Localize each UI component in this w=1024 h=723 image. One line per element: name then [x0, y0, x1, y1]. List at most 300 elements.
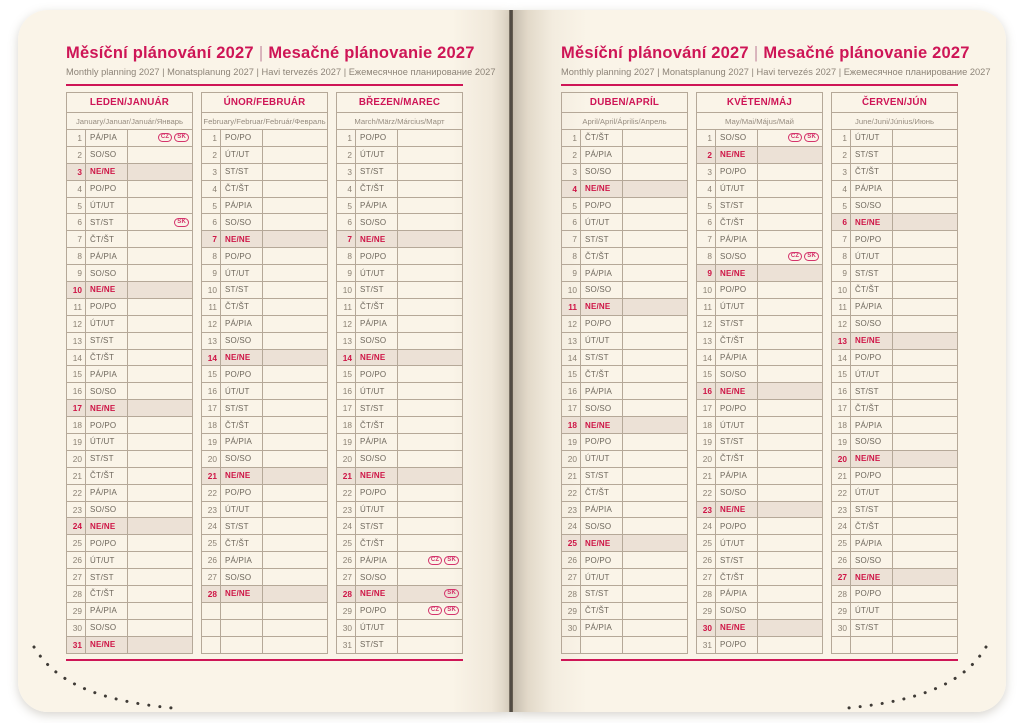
day-row	[337, 349, 462, 366]
page-subtitle: Monthly planning 2027 | Monatsplanung 2027 | Havi tervezés 2027 | Ежемесячное планирование 2027	[561, 67, 991, 77]
day-row	[202, 163, 327, 180]
day-number: 25	[697, 535, 716, 551]
notes-cell	[623, 282, 687, 298]
weekday-label: SO/SO	[221, 333, 263, 349]
day-number: 1	[202, 130, 221, 146]
day-number: 19	[337, 434, 356, 450]
blank-day-row	[202, 619, 327, 636]
notes-cell	[128, 417, 192, 433]
weekday-label: NE/NE	[716, 147, 758, 163]
day-number: 4	[202, 181, 221, 197]
day-row	[697, 602, 822, 619]
weekday-label: ÚT/UT	[851, 130, 893, 146]
day-row	[832, 298, 957, 315]
day-number: 14	[697, 350, 716, 366]
day-number: 12	[697, 316, 716, 332]
weekday-label: ÚT/UT	[716, 181, 758, 197]
day-number: 7	[697, 231, 716, 247]
day-number: 11	[337, 299, 356, 315]
notes-cell	[128, 265, 192, 281]
holiday-badge-sk: SK	[804, 252, 819, 261]
weekday-label: ST/ST	[356, 637, 398, 653]
day-row	[337, 315, 462, 332]
day-row	[562, 467, 687, 484]
day-number: 15	[337, 366, 356, 382]
day-row	[337, 585, 462, 602]
day-row	[67, 602, 192, 619]
holiday-badge-sk: SK	[444, 556, 459, 565]
notes-cell	[893, 350, 957, 366]
weekday-label: PÁ/PIA	[716, 231, 758, 247]
day-number: 16	[202, 383, 221, 399]
day-row	[697, 180, 822, 197]
notes-cell	[128, 366, 192, 382]
notes-cell	[623, 637, 687, 653]
weekday-label: ČT/ŠT	[356, 299, 398, 315]
notes-cell	[128, 147, 192, 163]
day-row	[202, 213, 327, 230]
day-row	[202, 180, 327, 197]
holiday-badge-sk: SK	[174, 218, 189, 227]
weekday-label: ČT/ŠT	[581, 485, 623, 501]
day-number: 3	[562, 164, 581, 180]
day-number: 19	[202, 434, 221, 450]
month-header: BŘEZEN/MAREC	[358, 97, 441, 108]
notes-cell	[623, 248, 687, 264]
day-row	[337, 484, 462, 501]
notes-cell	[623, 417, 687, 433]
day-row	[562, 534, 687, 551]
day-row	[562, 146, 687, 163]
weekday-label: ÚT/UT	[581, 214, 623, 230]
day-row	[67, 332, 192, 349]
notes-cell	[128, 164, 192, 180]
day-row	[562, 197, 687, 214]
day-row	[562, 315, 687, 332]
weekday-label: PO/PO	[851, 231, 893, 247]
day-row	[337, 568, 462, 585]
day-row	[697, 349, 822, 366]
day-number: 17	[337, 400, 356, 416]
day-row	[832, 399, 957, 416]
day-number: 5	[832, 198, 851, 214]
day-row	[562, 517, 687, 534]
day-number: 1	[67, 130, 86, 146]
day-row	[67, 399, 192, 416]
day-number: 26	[67, 552, 86, 568]
weekday-label: ÚT/UT	[581, 333, 623, 349]
weekday-label: NE/NE	[851, 451, 893, 467]
day-row	[562, 365, 687, 382]
weekday-label: ÚT/UT	[356, 620, 398, 636]
weekday-label: SO/SO	[356, 333, 398, 349]
notes-cell	[128, 400, 192, 416]
holiday-badge-cz: CZ	[428, 606, 442, 615]
day-row	[562, 433, 687, 450]
day-number: 6	[697, 214, 716, 230]
notes-cell	[893, 535, 957, 551]
day-row	[832, 568, 957, 585]
day-number: 25	[337, 535, 356, 551]
notes-cell	[398, 535, 462, 551]
notes-cell	[128, 586, 192, 602]
day-row	[562, 619, 687, 636]
day-number: 29	[337, 603, 356, 619]
day-number: 27	[832, 569, 851, 585]
day-number: 27	[562, 569, 581, 585]
day-row	[202, 247, 327, 264]
notes-cell	[758, 603, 822, 619]
page-title	[561, 44, 970, 63]
day-number: 14	[832, 350, 851, 366]
weekday-label: ST/ST	[851, 620, 893, 636]
notes-cell	[398, 637, 462, 653]
weekday-label: ST/ST	[716, 552, 758, 568]
top-rule	[66, 84, 463, 86]
month-subheader: May/Mai/Május/Май	[697, 112, 822, 129]
day-number: 27	[202, 569, 221, 585]
weekday-label: PO/PO	[86, 181, 128, 197]
day-number: 1	[697, 130, 716, 146]
day-row	[832, 163, 957, 180]
day-row	[67, 551, 192, 568]
day-number: 7	[832, 231, 851, 247]
day-number: 31	[67, 637, 86, 653]
day-row	[697, 501, 822, 518]
weekday-label: NE/NE	[221, 350, 263, 366]
day-row	[562, 484, 687, 501]
notes-cell	[263, 586, 327, 602]
day-row	[202, 534, 327, 551]
weekday-label: ÚT/UT	[221, 265, 263, 281]
title-separator: |	[753, 44, 759, 62]
weekday-label: PÁ/PIA	[581, 147, 623, 163]
weekday-label: ČT/ŠT	[86, 468, 128, 484]
day-number: 28	[202, 586, 221, 602]
notes-cell	[893, 265, 957, 281]
weekday-label: ÚT/UT	[86, 434, 128, 450]
notes-cell	[128, 552, 192, 568]
day-row	[337, 180, 462, 197]
notes-cell	[758, 400, 822, 416]
day-row	[697, 247, 822, 264]
notes-cell	[263, 603, 327, 619]
day-number: 17	[697, 400, 716, 416]
weekday-label: ÚT/UT	[581, 451, 623, 467]
day-number: 20	[832, 451, 851, 467]
weekday-label: ČT/ŠT	[86, 586, 128, 602]
notes-cell	[893, 569, 957, 585]
day-row	[337, 264, 462, 281]
day-number: 3	[697, 164, 716, 180]
notes-cell	[263, 299, 327, 315]
notes-cell	[758, 366, 822, 382]
day-row	[337, 433, 462, 450]
weekday-label: NE/NE	[356, 231, 398, 247]
day-number: 3	[202, 164, 221, 180]
day-row	[562, 349, 687, 366]
notes-cell	[263, 552, 327, 568]
day-number: 29	[832, 603, 851, 619]
day-number: 15	[562, 366, 581, 382]
day-number: 13	[832, 333, 851, 349]
day-number: 24	[562, 518, 581, 534]
weekday-label: NE/NE	[716, 620, 758, 636]
notes-cell	[893, 333, 957, 349]
day-row	[832, 146, 957, 163]
day-number: 19	[562, 434, 581, 450]
day-row	[202, 501, 327, 518]
day-number: 25	[562, 535, 581, 551]
weekday-label: PÁ/PIA	[581, 383, 623, 399]
day-number: 19	[697, 434, 716, 450]
weekday-label	[581, 637, 623, 653]
day-row	[202, 197, 327, 214]
notes-cell	[398, 552, 462, 568]
notes-cell	[128, 485, 192, 501]
notes-cell	[623, 502, 687, 518]
holiday-badge-sk: SK	[444, 606, 459, 615]
weekday-label: ÚT/UT	[86, 198, 128, 214]
notes-cell	[263, 214, 327, 230]
weekday-label: ÚT/UT	[86, 316, 128, 332]
notes-cell	[758, 535, 822, 551]
day-number: 26	[562, 552, 581, 568]
day-number: 10	[202, 282, 221, 298]
notes-cell	[623, 366, 687, 382]
day-number: 21	[562, 468, 581, 484]
weekday-label: ST/ST	[716, 434, 758, 450]
notes-cell	[398, 451, 462, 467]
day-number: 22	[562, 485, 581, 501]
weekday-label: ST/ST	[851, 147, 893, 163]
day-number: 13	[697, 333, 716, 349]
weekday-label: PO/PO	[221, 130, 263, 146]
day-number: 24	[697, 518, 716, 534]
notes-cell	[893, 147, 957, 163]
page-title-czech: Měsíční plánování 2027	[561, 44, 749, 62]
weekday-label: NE/NE	[356, 468, 398, 484]
weekday-label: ÚT/UT	[851, 248, 893, 264]
notes-cell	[893, 502, 957, 518]
notes-cell	[623, 350, 687, 366]
weekday-label: SO/SO	[356, 569, 398, 585]
weekday-label: ST/ST	[851, 383, 893, 399]
weekday-label: PO/PO	[221, 366, 263, 382]
weekday-label: PO/PO	[356, 366, 398, 382]
day-number: 24	[337, 518, 356, 534]
month-days	[67, 129, 192, 653]
notes-cell	[623, 316, 687, 332]
day-number: 8	[562, 248, 581, 264]
notes-cell	[758, 569, 822, 585]
month-unor-februar	[201, 92, 328, 654]
day-row	[832, 467, 957, 484]
weekday-label: PÁ/PIA	[86, 130, 128, 146]
day-row	[337, 501, 462, 518]
weekday-label: SO/SO	[581, 282, 623, 298]
day-row	[337, 382, 462, 399]
day-row	[832, 247, 957, 264]
notes-cell	[263, 485, 327, 501]
day-row	[562, 551, 687, 568]
weekday-label: PO/PO	[221, 248, 263, 264]
day-row	[67, 281, 192, 298]
weekday-label: SO/SO	[851, 552, 893, 568]
month-table	[561, 92, 688, 654]
weekday-label: ST/ST	[356, 164, 398, 180]
month-subheader: March/März/Március/Март	[337, 112, 462, 129]
day-number: 10	[67, 282, 86, 298]
notes-cell	[398, 586, 462, 602]
weekday-label: PO/PO	[581, 434, 623, 450]
day-number: 6	[337, 214, 356, 230]
weekday-label: ÚT/UT	[221, 383, 263, 399]
notes-cell	[398, 198, 462, 214]
notes-cell	[398, 400, 462, 416]
weekday-label: ÚT/UT	[356, 265, 398, 281]
weekday-label: ÚT/UT	[221, 147, 263, 163]
day-row	[562, 501, 687, 518]
day-row	[337, 517, 462, 534]
day-row	[202, 230, 327, 247]
day-row	[67, 517, 192, 534]
day-number: 15	[697, 366, 716, 382]
day-row	[337, 332, 462, 349]
day-row	[337, 619, 462, 636]
weekday-label: ČT/ŠT	[581, 603, 623, 619]
holiday-badge-sk: SK	[804, 133, 819, 142]
top-rule	[561, 84, 958, 86]
day-row	[337, 636, 462, 653]
notes-cell	[398, 518, 462, 534]
day-number: 8	[832, 248, 851, 264]
day-number	[562, 637, 581, 653]
month-header: KVĚTEN/MÁJ	[726, 97, 793, 108]
notes-cell	[263, 502, 327, 518]
notes-cell	[623, 485, 687, 501]
notes-cell	[263, 434, 327, 450]
day-row	[562, 450, 687, 467]
notes-cell	[758, 350, 822, 366]
notes-cell	[263, 333, 327, 349]
weekday-label: PÁ/PIA	[356, 434, 398, 450]
weekday-label: ČT/ŠT	[851, 400, 893, 416]
day-number: 20	[67, 451, 86, 467]
day-number: 27	[697, 569, 716, 585]
weekday-label: NE/NE	[221, 468, 263, 484]
day-number: 23	[337, 502, 356, 518]
notes-cell	[398, 417, 462, 433]
day-row	[202, 433, 327, 450]
notes-cell	[758, 451, 822, 467]
day-row	[697, 365, 822, 382]
notes-cell	[623, 468, 687, 484]
notes-cell	[128, 350, 192, 366]
day-row	[202, 298, 327, 315]
day-number: 2	[202, 147, 221, 163]
day-number: 16	[697, 383, 716, 399]
holiday-badge-sk: SK	[174, 133, 189, 142]
day-row	[832, 129, 957, 146]
notes-cell	[758, 518, 822, 534]
notes-cell	[398, 485, 462, 501]
day-number: 21	[832, 468, 851, 484]
notes-cell	[623, 130, 687, 146]
day-row	[67, 484, 192, 501]
day-number: 1	[832, 130, 851, 146]
weekday-label: ST/ST	[581, 350, 623, 366]
day-number	[202, 637, 221, 653]
weekday-label: PÁ/PIA	[356, 316, 398, 332]
day-number: 14	[337, 350, 356, 366]
weekday-label: ČT/ŠT	[851, 282, 893, 298]
month-table	[201, 92, 328, 654]
notes-cell	[263, 198, 327, 214]
notes-cell	[623, 383, 687, 399]
day-number: 7	[562, 231, 581, 247]
day-number: 22	[67, 485, 86, 501]
day-row	[337, 197, 462, 214]
day-number: 3	[67, 164, 86, 180]
weekday-label: PÁ/PIA	[851, 299, 893, 315]
notes-cell	[263, 400, 327, 416]
day-row	[697, 585, 822, 602]
day-row	[562, 298, 687, 315]
stitching-bottom-left	[24, 644, 176, 714]
day-row	[832, 213, 957, 230]
weekday-label: ÚT/UT	[716, 417, 758, 433]
day-number: 8	[337, 248, 356, 264]
notes-cell	[893, 485, 957, 501]
day-row	[832, 551, 957, 568]
day-row	[67, 467, 192, 484]
notes-cell	[893, 231, 957, 247]
notes-cell	[128, 434, 192, 450]
notes-cell	[893, 518, 957, 534]
weekday-label: ST/ST	[851, 265, 893, 281]
weekday-label: ČT/ŠT	[221, 535, 263, 551]
weekday-label: ST/ST	[716, 316, 758, 332]
notes-cell	[128, 468, 192, 484]
notes-cell	[758, 586, 822, 602]
day-number: 24	[832, 518, 851, 534]
notes-cell	[623, 603, 687, 619]
day-number: 2	[337, 147, 356, 163]
weekday-label: NE/NE	[221, 231, 263, 247]
month-subheader: January/Januar/Január/Январь	[67, 112, 192, 129]
day-number: 17	[67, 400, 86, 416]
weekday-label: ČT/ŠT	[581, 366, 623, 382]
day-row	[202, 382, 327, 399]
notes-cell	[128, 248, 192, 264]
weekday-label: ST/ST	[581, 468, 623, 484]
day-number: 16	[337, 383, 356, 399]
notes-cell	[623, 518, 687, 534]
weekday-label: PÁ/PIA	[716, 350, 758, 366]
day-row	[202, 129, 327, 146]
notes-cell	[623, 147, 687, 163]
weekday-label: ST/ST	[86, 333, 128, 349]
day-row	[562, 180, 687, 197]
weekday-label: ST/ST	[86, 451, 128, 467]
day-number: 7	[67, 231, 86, 247]
weekday-label: SO/SO	[221, 569, 263, 585]
day-number: 20	[562, 451, 581, 467]
notes-cell	[758, 299, 822, 315]
notes-cell	[893, 434, 957, 450]
day-row	[67, 619, 192, 636]
